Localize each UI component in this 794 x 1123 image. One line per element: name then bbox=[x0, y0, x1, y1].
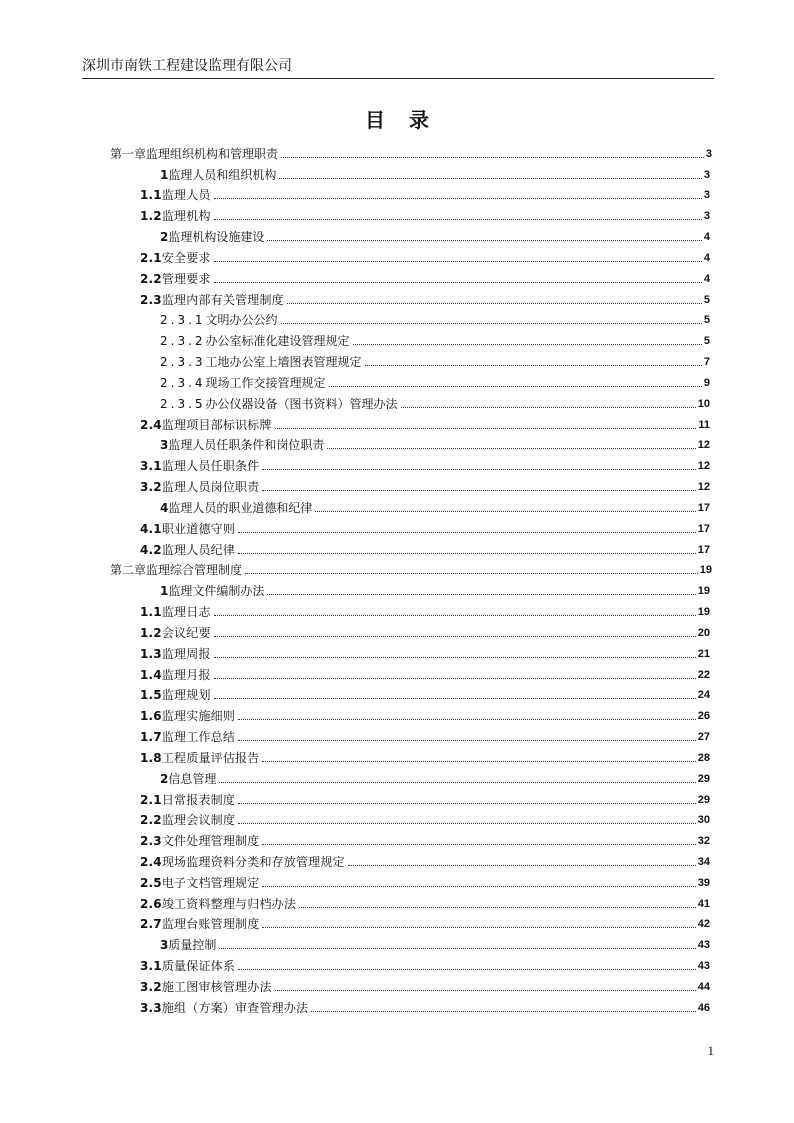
toc-entry-page: 7 bbox=[703, 356, 710, 369]
toc-leader-dots bbox=[327, 447, 695, 449]
toc-leader-dots bbox=[238, 552, 696, 554]
toc-entry-page: 30 bbox=[697, 814, 710, 827]
toc-entry-page: 41 bbox=[697, 897, 710, 910]
toc-leader-dots bbox=[262, 885, 695, 887]
toc-entry-number: 3 bbox=[160, 938, 169, 953]
toc-entry-number: 2.2 bbox=[140, 813, 162, 828]
toc-entry-number: 3.2 bbox=[140, 979, 162, 994]
toc-entry-page: 46 bbox=[697, 1001, 710, 1014]
toc-leader-dots bbox=[275, 427, 697, 429]
toc-entry-page: 3 bbox=[703, 210, 710, 223]
toc-entry-title: 职业道德守则 bbox=[161, 521, 236, 536]
toc-entry-title: 质量控制 bbox=[168, 938, 217, 953]
toc-entry-title: 监理内部有关管理制度 bbox=[161, 292, 284, 307]
toc-entry-title: 工程质量评估报告 bbox=[161, 750, 260, 765]
toc-leader-dots bbox=[238, 968, 696, 970]
toc-leader-dots bbox=[262, 760, 695, 762]
toc-entry-number: 4.1 bbox=[140, 521, 162, 536]
toc-entry-title: 监理人员纪律 bbox=[161, 542, 236, 557]
toc-leader-dots bbox=[348, 864, 696, 866]
toc-entry[interactable] bbox=[0, 723, 794, 744]
toc-entry-title: 监理综合管理制度 bbox=[146, 563, 243, 578]
toc-entry[interactable] bbox=[0, 931, 794, 952]
toc-entry-number: 1.8 bbox=[140, 750, 162, 765]
toc-entry-title: 办公室标准化建设管理规定 bbox=[205, 334, 350, 349]
toc-entry[interactable] bbox=[0, 390, 794, 411]
toc-entry[interactable] bbox=[0, 161, 794, 182]
toc-leader-dots bbox=[214, 614, 696, 616]
toc-entry-page: 19 bbox=[697, 606, 710, 619]
toc-leader-dots bbox=[287, 302, 702, 304]
toc-entry-number: 2.6 bbox=[140, 896, 162, 911]
toc-entry-title: 日常报表制度 bbox=[161, 792, 236, 807]
toc-entry-page: 32 bbox=[697, 835, 710, 848]
toc-entry-page: 42 bbox=[697, 918, 710, 931]
toc-entry[interactable] bbox=[0, 682, 794, 703]
toc-entry-title: 信息管理 bbox=[168, 771, 217, 786]
toc-entry[interactable] bbox=[0, 890, 794, 911]
toc-entry-title: 施工图审核管理办法 bbox=[161, 979, 272, 994]
toc-entry-number: 2.1 bbox=[140, 250, 162, 265]
toc-entry[interactable] bbox=[0, 827, 794, 848]
toc-entry[interactable] bbox=[0, 702, 794, 723]
toc-entry-title: 办公仪器设备（图书资料）管理办法 bbox=[205, 396, 398, 411]
toc-leader-dots bbox=[245, 572, 698, 574]
toc-entry-number: 2.3.4 bbox=[160, 375, 206, 390]
toc-entry-page: 12 bbox=[697, 439, 710, 452]
toc-entry[interactable] bbox=[0, 223, 794, 244]
toc-leader-dots bbox=[267, 239, 702, 241]
toc-entry-number: 3 bbox=[160, 438, 169, 453]
toc-entry-number: 1.3 bbox=[140, 646, 162, 661]
toc-entry-page: 34 bbox=[697, 855, 710, 868]
toc-entry-page: 17 bbox=[697, 522, 710, 535]
toc-entry[interactable] bbox=[0, 244, 794, 265]
toc-entry[interactable] bbox=[0, 140, 794, 161]
toc-leader-dots bbox=[299, 906, 696, 908]
toc-entry-page: 4 bbox=[703, 231, 710, 244]
toc-entry-number: 2.2 bbox=[140, 271, 162, 286]
toc-entry-title: 监理日志 bbox=[161, 605, 211, 620]
toc-entry[interactable] bbox=[0, 807, 794, 828]
toc-leader-dots bbox=[262, 843, 695, 845]
toc-entry-number: 2.3.5 bbox=[160, 396, 206, 411]
toc-entry[interactable] bbox=[0, 327, 794, 348]
toc-leader-dots bbox=[353, 343, 702, 345]
toc-entry-page: 17 bbox=[697, 501, 710, 514]
toc-leader-dots bbox=[214, 260, 702, 262]
toc-entry[interactable] bbox=[0, 348, 794, 369]
toc-entry-title: 监理月报 bbox=[161, 667, 211, 682]
toc-entry-page: 29 bbox=[697, 772, 710, 785]
toc-leader-dots bbox=[214, 281, 702, 283]
toc-entry[interactable] bbox=[0, 765, 794, 786]
toc-entry[interactable] bbox=[0, 494, 794, 515]
toc-entry-number: 1.4 bbox=[140, 667, 162, 682]
toc-entry-title: 监理会议制度 bbox=[161, 813, 236, 828]
toc-entry-number: 1.5 bbox=[140, 688, 162, 703]
toc-entry-title: 监理文件编制办法 bbox=[168, 584, 265, 599]
toc-entry-title: 监理规划 bbox=[161, 688, 211, 703]
toc-entry-title: 现场监理资料分类和存放管理规定 bbox=[161, 854, 345, 869]
toc-entry-page: 3 bbox=[705, 147, 712, 160]
toc-entry-number: 1 bbox=[160, 167, 169, 182]
toc-entry-page: 43 bbox=[697, 960, 710, 973]
toc-leader-dots bbox=[267, 593, 695, 595]
toc-entry-number: 1.1 bbox=[140, 605, 162, 620]
toc-entry[interactable] bbox=[0, 473, 794, 494]
toc-entry[interactable] bbox=[0, 848, 794, 869]
toc-entry-number: 3.3 bbox=[140, 1000, 162, 1015]
toc-entry-page: 17 bbox=[697, 543, 710, 556]
toc-entry[interactable] bbox=[0, 557, 794, 578]
toc-leader-dots bbox=[238, 739, 696, 741]
toc-entry[interactable] bbox=[0, 911, 794, 932]
toc-entry-title: 现场工作交接管理规定 bbox=[205, 375, 326, 390]
toc-entry[interactable] bbox=[0, 869, 794, 890]
toc-leader-dots bbox=[329, 385, 702, 387]
toc-entry-number: 2.4 bbox=[140, 417, 162, 432]
toc-entry-number: 2.3.2 bbox=[160, 334, 206, 349]
toc-entry-page: 22 bbox=[697, 668, 710, 681]
toc-leader-dots bbox=[311, 1010, 695, 1012]
toc-entry-page: 44 bbox=[697, 980, 710, 993]
toc-title: 目录 bbox=[365, 108, 453, 132]
toc-entry-title: 监理机构 bbox=[161, 209, 211, 224]
toc-entry-page: 5 bbox=[703, 314, 710, 327]
toc-leader-dots bbox=[214, 218, 702, 220]
toc-entry-title: 监理台账管理制度 bbox=[161, 917, 260, 932]
toc-leader-dots bbox=[262, 926, 695, 928]
toc-entry[interactable] bbox=[0, 744, 794, 765]
toc-entry[interactable] bbox=[0, 577, 794, 598]
toc-entry-title: 管理要求 bbox=[161, 271, 211, 286]
toc-entry-number: 2.3 bbox=[140, 834, 162, 849]
toc-entry[interactable] bbox=[0, 619, 794, 640]
toc-entry[interactable] bbox=[0, 182, 794, 203]
toc-leader-dots bbox=[315, 510, 695, 512]
toc-leader-dots bbox=[275, 989, 696, 991]
toc-entry[interactable] bbox=[0, 411, 794, 432]
toc-entry-page: 20 bbox=[697, 626, 710, 639]
toc-entry-page: 19 bbox=[697, 585, 710, 598]
toc-entry-number: 2.7 bbox=[140, 917, 162, 932]
toc-entry[interactable] bbox=[0, 786, 794, 807]
toc-entry-title: 监理工作总结 bbox=[161, 730, 236, 745]
toc-leader-dots bbox=[214, 677, 696, 679]
toc-entry-page: 10 bbox=[697, 397, 710, 410]
toc-entry-number: 1.2 bbox=[140, 625, 162, 640]
toc-entry-page: 39 bbox=[697, 876, 710, 889]
toc-entry-title: 电子文档管理规定 bbox=[161, 875, 260, 890]
toc-leader-dots bbox=[238, 822, 696, 824]
toc-leader-dots bbox=[281, 156, 704, 158]
toc-leader-dots bbox=[281, 322, 702, 324]
toc-leader-dots bbox=[262, 468, 695, 470]
toc-entry-title: 会议纪要 bbox=[161, 625, 211, 640]
toc-entry-title: 监理组织机构和管理职责 bbox=[146, 146, 279, 161]
toc-leader-dots bbox=[219, 947, 695, 949]
table-of-contents bbox=[0, 140, 794, 1015]
toc-leader-dots bbox=[365, 364, 702, 366]
toc-entry-page: 9 bbox=[703, 376, 710, 389]
toc-leader-dots bbox=[262, 489, 695, 491]
toc-entry[interactable] bbox=[0, 202, 794, 223]
toc-leader-dots bbox=[401, 406, 696, 408]
toc-entry[interactable] bbox=[0, 515, 794, 536]
toc-entry-number: 4 bbox=[160, 500, 169, 515]
toc-entry-number: 第二章 bbox=[110, 563, 147, 578]
toc-entry-page: 5 bbox=[703, 335, 710, 348]
toc-entry[interactable] bbox=[0, 661, 794, 682]
toc-entry-title: 监理周报 bbox=[161, 646, 211, 661]
toc-entry-number: 1.1 bbox=[140, 188, 162, 203]
toc-entry-number: 第一章 bbox=[110, 146, 147, 161]
toc-entry-title: 工地办公室上墙图表管理规定 bbox=[205, 355, 362, 370]
toc-entry-page: 12 bbox=[697, 460, 710, 473]
toc-entry[interactable] bbox=[0, 536, 794, 557]
toc-entry-number: 2.3 bbox=[140, 292, 162, 307]
toc-entry-number: 2 bbox=[160, 771, 169, 786]
toc-entry-title: 施组（方案）审查管理办法 bbox=[161, 1000, 309, 1015]
toc-entry-page: 3 bbox=[703, 189, 710, 202]
toc-entry-page: 12 bbox=[697, 481, 710, 494]
toc-entry[interactable] bbox=[0, 994, 794, 1015]
toc-entry[interactable] bbox=[0, 973, 794, 994]
toc-entry-number: 2.1 bbox=[140, 792, 162, 807]
toc-entry[interactable] bbox=[0, 265, 794, 286]
page-number: 1 bbox=[707, 1043, 714, 1058]
toc-entry-number: 1.6 bbox=[140, 709, 162, 724]
toc-entry[interactable] bbox=[0, 598, 794, 619]
toc-entry-number: 2.5 bbox=[140, 875, 162, 890]
toc-entry-title: 监理机构设施建设 bbox=[168, 230, 265, 245]
toc-entry-page: 43 bbox=[697, 939, 710, 952]
toc-entry-number: 2.3.1 bbox=[160, 313, 206, 328]
toc-entry-page: 24 bbox=[697, 689, 710, 702]
toc-leader-dots bbox=[219, 781, 695, 783]
toc-entry-page: 21 bbox=[697, 647, 710, 660]
toc-entry-title: 文明办公公约 bbox=[205, 313, 278, 328]
toc-entry[interactable] bbox=[0, 432, 794, 453]
toc-entry-number: 1 bbox=[160, 584, 169, 599]
toc-entry[interactable] bbox=[0, 307, 794, 328]
toc-entry-title: 监理人员的职业道德和纪律 bbox=[168, 500, 313, 515]
toc-entry-title: 监理人员任职条件和岗位职责 bbox=[168, 438, 325, 453]
toc-entry-number: 3.2 bbox=[140, 480, 162, 495]
toc-entry-title: 监理项目部标识标牌 bbox=[161, 417, 272, 432]
toc-leader-dots bbox=[214, 656, 696, 658]
toc-entry-title: 安全要求 bbox=[161, 250, 211, 265]
toc-entry[interactable] bbox=[0, 640, 794, 661]
toc-leader-dots bbox=[238, 802, 696, 804]
toc-entry-page: 26 bbox=[697, 710, 710, 723]
toc-entry-page: 3 bbox=[703, 168, 710, 181]
toc-entry-title: 监理实施细则 bbox=[161, 709, 236, 724]
toc-leader-dots bbox=[238, 531, 696, 533]
toc-leader-dots bbox=[214, 697, 696, 699]
page-header bbox=[82, 56, 714, 79]
toc-entry-number: 2 bbox=[160, 230, 169, 245]
toc-entry-page: 28 bbox=[697, 751, 710, 764]
toc-entry-title: 质量保证体系 bbox=[161, 959, 236, 974]
toc-entry-title: 文件处理管理制度 bbox=[161, 834, 260, 849]
toc-leader-dots bbox=[214, 197, 702, 199]
toc-leader-dots bbox=[279, 177, 702, 179]
toc-entry-number: 1.7 bbox=[140, 730, 162, 745]
toc-entry-title: 监理人员 bbox=[161, 188, 211, 203]
toc-entry-number: 4.2 bbox=[140, 542, 162, 557]
toc-leader-dots bbox=[214, 635, 696, 637]
toc-entry-title: 监理人员岗位职责 bbox=[161, 480, 260, 495]
toc-entry-page: 4 bbox=[703, 272, 710, 285]
toc-entry-title: 竣工资料整理与归档办法 bbox=[161, 896, 297, 911]
toc-entry-page: 5 bbox=[703, 293, 710, 306]
toc-entry-page: 11 bbox=[698, 418, 710, 431]
toc-entry[interactable] bbox=[0, 286, 794, 307]
toc-entry-number: 3.1 bbox=[140, 959, 162, 974]
toc-entry-page: 27 bbox=[697, 731, 710, 744]
toc-entry-number: 1.2 bbox=[140, 209, 162, 224]
company-name: 深圳市南铁工程建设监理有限公司 bbox=[82, 58, 292, 74]
toc-entry-number: 2.4 bbox=[140, 854, 162, 869]
toc-entry[interactable] bbox=[0, 369, 794, 390]
toc-entry-number: 2.3.3 bbox=[160, 355, 206, 370]
toc-entry-page: 4 bbox=[703, 251, 710, 264]
toc-entry[interactable] bbox=[0, 452, 794, 473]
toc-entry-page: 29 bbox=[697, 793, 710, 806]
toc-entry-title: 监理人员任职条件 bbox=[161, 459, 260, 474]
toc-entry-title: 监理人员和组织机构 bbox=[168, 167, 277, 182]
toc-entry-number: 3.1 bbox=[140, 459, 162, 474]
toc-leader-dots bbox=[238, 718, 696, 720]
toc-entry-page: 19 bbox=[699, 564, 712, 577]
toc-entry[interactable] bbox=[0, 952, 794, 973]
